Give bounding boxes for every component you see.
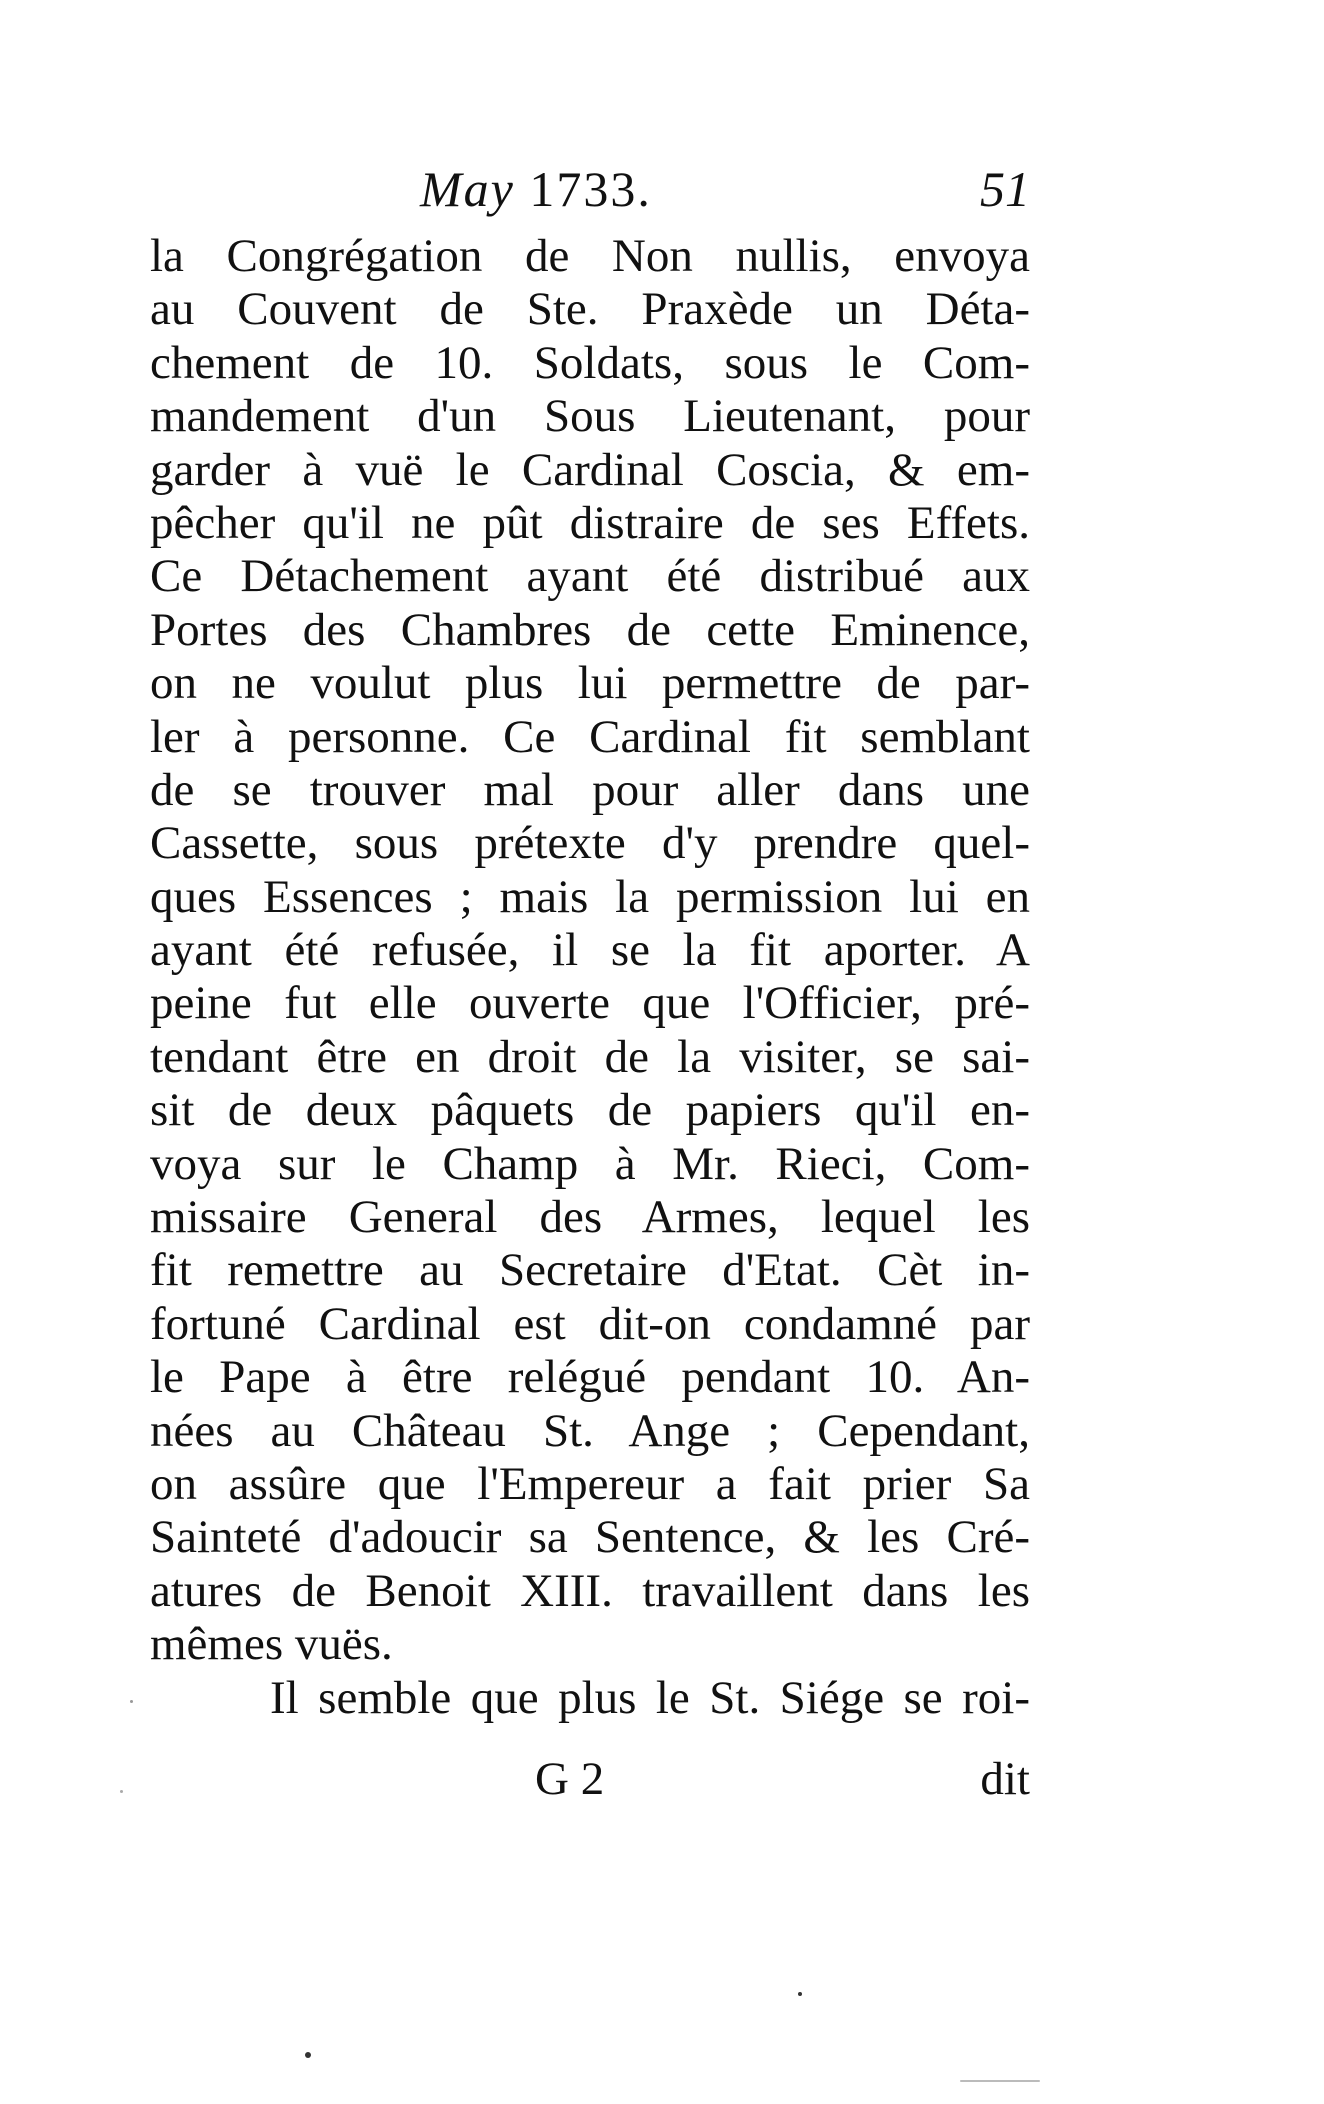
text-line: ler à personne. Ce Cardinal fit semblant xyxy=(150,710,1030,763)
text-line: peine fut elle ouverte que l'Officier, pré- xyxy=(150,977,1030,1030)
signature-mark: G 2 xyxy=(535,1753,605,1805)
body-text xyxy=(150,230,1030,1725)
text-line-paragraph-start: Il semble que plus le St. Siége se roi- xyxy=(270,1671,1030,1724)
text-line: atures de Benoit XIII. travaillent dans les xyxy=(150,1564,1030,1617)
text-line: mandement d'un Sous Lieutenant, pour xyxy=(150,390,1030,443)
text-line: au Couvent de Ste. Praxède un Déta- xyxy=(150,283,1030,336)
text-line: fit remettre au Secretaire d'Etat. Cèt in- xyxy=(150,1244,1030,1297)
running-head-month: May xyxy=(420,161,515,217)
text-line: ques Essences ; mais la permission lui en xyxy=(150,870,1030,923)
page-footer xyxy=(150,1752,1030,1808)
text-line: Ce Détachement ayant été distribué aux xyxy=(150,550,1030,603)
text-line: le Pape à être relégué pendant 10. An- xyxy=(150,1351,1030,1404)
text-line: nées au Château St. Ange ; Cependant, xyxy=(150,1404,1030,1457)
text-line: garder à vuë le Cardinal Coscia, & em- xyxy=(150,443,1030,496)
running-head xyxy=(150,160,1030,220)
page-number: 51 xyxy=(980,161,1030,217)
catchword: dit xyxy=(980,1753,1030,1805)
text-line: Sainteté d'adoucir sa Sentence, & les Cré- xyxy=(150,1511,1030,1564)
paper-speck xyxy=(120,1790,123,1793)
paper-speck xyxy=(960,2080,1040,2082)
text-line: tendant être en droit de la visiter, se sai- xyxy=(150,1030,1030,1083)
text-line: on assûre que l'Empereur a fait prier Sa xyxy=(150,1457,1030,1510)
text-line: fortuné Cardinal est dit-on condamné par xyxy=(150,1297,1030,1350)
text-line: sit de deux pâquets de papiers qu'il en- xyxy=(150,1084,1030,1137)
text-line: pêcher qu'il ne pût distraire de ses Effets. xyxy=(150,496,1030,549)
text-line: voya sur le Champ à Mr. Rieci, Com- xyxy=(150,1137,1030,1190)
text-line: Cassette, sous prétexte d'y prendre quel- xyxy=(150,817,1030,870)
text-line: Portes des Chambres de cette Eminence, xyxy=(150,603,1030,656)
text-line: de se trouver mal pour aller dans une xyxy=(150,763,1030,816)
paper-speck xyxy=(305,2052,311,2058)
running-head-title xyxy=(420,160,652,218)
text-line-paragraph-end: mêmes vuës. xyxy=(150,1618,393,1671)
text-line: on ne voulut plus lui permettre de par- xyxy=(150,657,1030,710)
text-line: ayant été refusée, il se la fit aporter. A xyxy=(150,924,1030,977)
text-line: missaire General des Armes, lequel les xyxy=(150,1191,1030,1244)
running-head-year: 1733. xyxy=(529,161,652,217)
text-line: chement de 10. Soldats, sous le Com- xyxy=(150,336,1030,389)
paper-speck xyxy=(798,1992,802,1996)
text-line: la Congrégation de Non nullis, envoya xyxy=(150,230,1030,282)
paper-speck xyxy=(130,1700,133,1703)
